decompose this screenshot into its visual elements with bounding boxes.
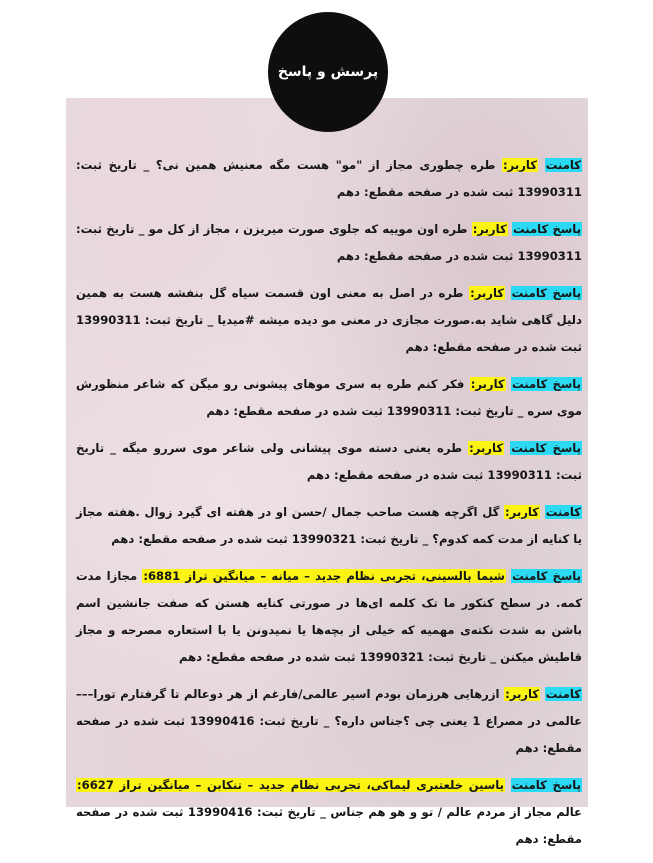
comment-text: عالم مجاز از مردم عالم / تو و هو هم جناس _ تاریخ ثبت: 13990416 ثبت شده در صفحه مقطع: دهم xyxy=(76,805,582,846)
comment-entry xyxy=(76,280,582,361)
comment-type-label: کامنت xyxy=(545,158,581,172)
comment-text: طره یعنی دسته موی پیشانی ولی شاعر موی سررو میگه _ تاریخ ثبت: 13990311 ثبت شده در صفحه مقطع: دهم xyxy=(76,441,582,482)
comment-text: طره در اصل به معنی اون قسمت سیاه گل بنفشه هست به همین دلیل گاهی شاید به.صورت مجازی در معنی مو دیده میشه #میدیا _ تاریخ ثبت: 13990311 ثبت شده در صفحه مقطع: دهم xyxy=(76,286,582,354)
comment-author-label: یاسین خلعتبری لیماکی، تجربی نظام جدید – تنکابن – میانگین تراز 6627: xyxy=(77,778,504,792)
comment-type-label: کامنت xyxy=(545,505,581,519)
comment-author-label: کاربر: xyxy=(472,222,507,236)
comment-text: طره اون موییه که جلوی صورت میریزن ، مجاز از کل مو _ تاریخ ثبت: 13990311 ثبت شده در صفحه مقطع: دهم xyxy=(76,222,582,263)
comment-type-label: پاسخ کامنت xyxy=(511,377,582,391)
comment-text: فکر کنم طره به سری موهای پیشونی رو میگن که شاعر منظورش موی سره _ تاریخ ثبت: 13990311 ثبت شده در صفحه مقطع: دهم xyxy=(76,377,582,418)
comment-author-label: کاربر: xyxy=(503,158,538,172)
comment-author-label: کاربر: xyxy=(469,441,504,455)
comment-type-label: پاسخ کامنت xyxy=(511,778,581,792)
comment-entry xyxy=(76,435,582,489)
title-badge xyxy=(268,12,388,132)
comment-entry xyxy=(76,371,582,425)
comment-text: ازرهایی هرزمان بودم اسیر عالمی/فارغم از هر دوعالم تا گرفتارم تورا–––عالمی در مصراع 1 یعنی چی ؟جناس داره؟ _ تاریخ ثبت: 13990416 ثبت شده در صفحه مقطع: دهم xyxy=(76,687,582,755)
comment-text: گل اگرچه هست صاحب جمال /حسن او در هفته ای گیرد زوال .هفته مجاز یا کنایه از مدت کمه کدوم؟ _ تاریخ ثبت: 13990321 ثبت شده در صفحه مقطع: دهم xyxy=(76,505,582,546)
comment-author-label: شیما بالسینی، تجربی نظام جدید – میانه – میانگین تراز 6881: xyxy=(143,569,505,583)
comment-author-label: کاربر: xyxy=(505,687,540,701)
comment-entry xyxy=(76,681,582,762)
comment-author-label: کاربر: xyxy=(470,286,505,300)
comment-entry xyxy=(76,216,582,270)
comment-entry xyxy=(76,772,582,853)
comment-type-label: پاسخ کامنت xyxy=(511,441,582,455)
page-title: پرسش و پاسخ xyxy=(277,64,379,80)
comments-list xyxy=(76,152,582,863)
comment-entry xyxy=(76,563,582,671)
comment-type-label: کامنت xyxy=(545,687,581,701)
comment-author-label: کاربر: xyxy=(505,505,540,519)
comment-author-label: کاربر: xyxy=(470,377,505,391)
comment-entry xyxy=(76,499,582,553)
comment-type-label: پاسخ کامنت xyxy=(512,569,581,583)
comment-text: مجازا مدت کمه. در سطح کنکور ما تک کلمه ای‌ها در صورتی کنایه هستن که صفت جانشین اسم باشن به شدت نکته‌ی مهمیه که خیلی از بچه‌ها یا نمیدونن یا با استعاره مصرحه و مجاز قاطیش میکنن _ تاریخ ثبت: 13990321 ثبت شده در صفحه مقطع: دهم xyxy=(76,569,582,664)
comment-text: طره چطوری مجاز از "مو" هست مگه معنیش همین نی؟ _ تاریخ ثبت: 13990311 ثبت شده در صفحه مقطع: دهم xyxy=(76,158,582,199)
comment-type-label: پاسخ کامنت xyxy=(512,222,581,236)
comment-entry xyxy=(76,152,582,206)
comment-type-label: پاسخ کامنت xyxy=(511,286,581,300)
